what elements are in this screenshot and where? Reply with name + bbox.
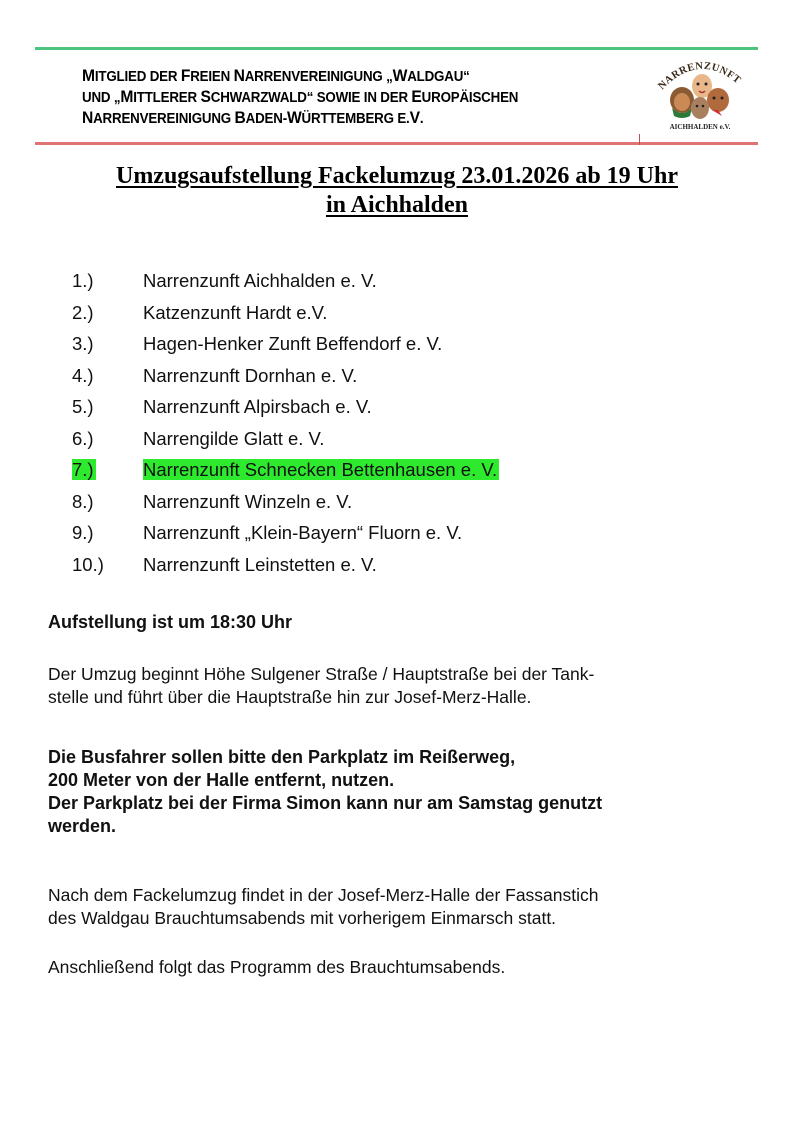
parade-lineup-list <box>72 265 499 580</box>
lineup-number: 2.) <box>72 301 94 323</box>
lineup-item <box>72 265 499 297</box>
club-masks-logo-icon <box>652 56 748 132</box>
header-bottom-rule <box>35 142 758 145</box>
route-paragraph <box>48 663 748 709</box>
header-rule-tick <box>639 134 640 145</box>
closing-paragraph: Anschließend folgt das Programm des Brauchtumsabends. <box>48 957 506 977</box>
lineup-club-name: Katzenzunft Hardt e.V. <box>143 301 328 323</box>
lineup-item <box>72 454 499 486</box>
lineup-item <box>72 517 499 549</box>
lineup-club-name: Narrenzunft Winzeln e. V. <box>143 490 353 512</box>
org-line: MITGLIED DER FREIEN NARRENVEREINIGUNG „WALDGAU“ <box>82 66 470 85</box>
parking-line: Die Busfahrer sollen bitte den Parkplatz im Reißerweg, <box>48 747 516 767</box>
lineup-club-name: Narrenzunft Aichhalden e. V. <box>143 270 377 291</box>
lineup-number: 5.) <box>72 396 94 417</box>
parking-notice <box>48 746 748 838</box>
lineup-item <box>72 360 499 392</box>
lineup-club-name: Narrenzunft Alpirsbach e. V. <box>143 396 372 417</box>
lineup-club-name: Narrenzunft Leinstetten e. V. <box>143 553 377 575</box>
title-line-1: Umzugsaufstellung Fackelumzug 23.01.2026 ab 19 Uhr <box>115 163 679 189</box>
lineup-number: 1.) <box>72 270 94 291</box>
lineup-item <box>72 549 499 581</box>
assembly-time: Aufstellung ist um 18:30 Uhr <box>48 612 293 632</box>
lineup-club-name: Narrengilde Glatt e. V. <box>143 427 325 449</box>
lineup-club-name: Narrenzunft Dornhan e. V. <box>143 364 358 386</box>
lineup-number: 8.) <box>72 490 94 512</box>
after-event-paragraph <box>48 884 748 930</box>
parking-line: werden. <box>48 816 117 836</box>
after-event-line: Nach dem Fackelumzug findet in der Josef-Merz-Halle der Fassanstich <box>48 885 599 905</box>
route-line: Der Umzug beginnt Höhe Sulgener Straße / Hauptstraße bei der Tank- <box>48 664 595 684</box>
lineup-club-name: Hagen-Henker Zunft Beffendorf e. V. <box>143 333 443 354</box>
narrenzunft-logo <box>652 56 748 132</box>
parking-line: Der Parkplatz bei der Firma Simon kann nur am Samstag genutzt <box>48 793 603 813</box>
after-event-line: des Waldgau Brauchtumsabends mit vorherigem Einmarsch statt. <box>48 908 557 928</box>
parking-line: 200 Meter von der Halle entfernt, nutzen. <box>48 770 395 790</box>
lineup-item <box>72 423 499 455</box>
lineup-number: 6.) <box>72 427 94 449</box>
svg-text:NARRENZUNFT: NARRENZUNFT <box>656 60 743 92</box>
svg-text:AICHHALDEN e.V.: AICHHALDEN e.V. <box>669 123 731 131</box>
header-top-rule <box>35 47 758 50</box>
lineup-number: 4.) <box>72 364 94 386</box>
page-title <box>0 162 794 220</box>
route-line: stelle und führt über die Hauptstraße hin zur Josef-Merz-Halle. <box>48 687 532 707</box>
lineup-item <box>72 391 499 423</box>
lineup-number: 7.) <box>72 459 94 480</box>
lineup-item <box>72 486 499 518</box>
lineup-club-name: Narrenzunft „Klein-Bayern“ Fluorn e. V. <box>143 522 463 543</box>
lineup-number: 10.) <box>72 553 104 575</box>
title-line-2: in Aichhalden <box>325 192 469 218</box>
org-line: UND „MITTLERER SCHWARZWALD“ SOWIE IN DER EUROPÄISCHEN <box>82 87 519 106</box>
lineup-number: 9.) <box>72 522 94 543</box>
lineup-item <box>72 328 499 360</box>
org-line: NARRENVEREINIGUNG BADEN-WÜRTTEMBERG E.V. <box>82 108 424 127</box>
lineup-club-name: Narrenzunft Schnecken Bettenhausen e. V. <box>143 459 498 480</box>
lineup-number: 3.) <box>72 333 94 354</box>
lineup-item <box>72 297 499 329</box>
organization-membership-header <box>82 66 518 129</box>
